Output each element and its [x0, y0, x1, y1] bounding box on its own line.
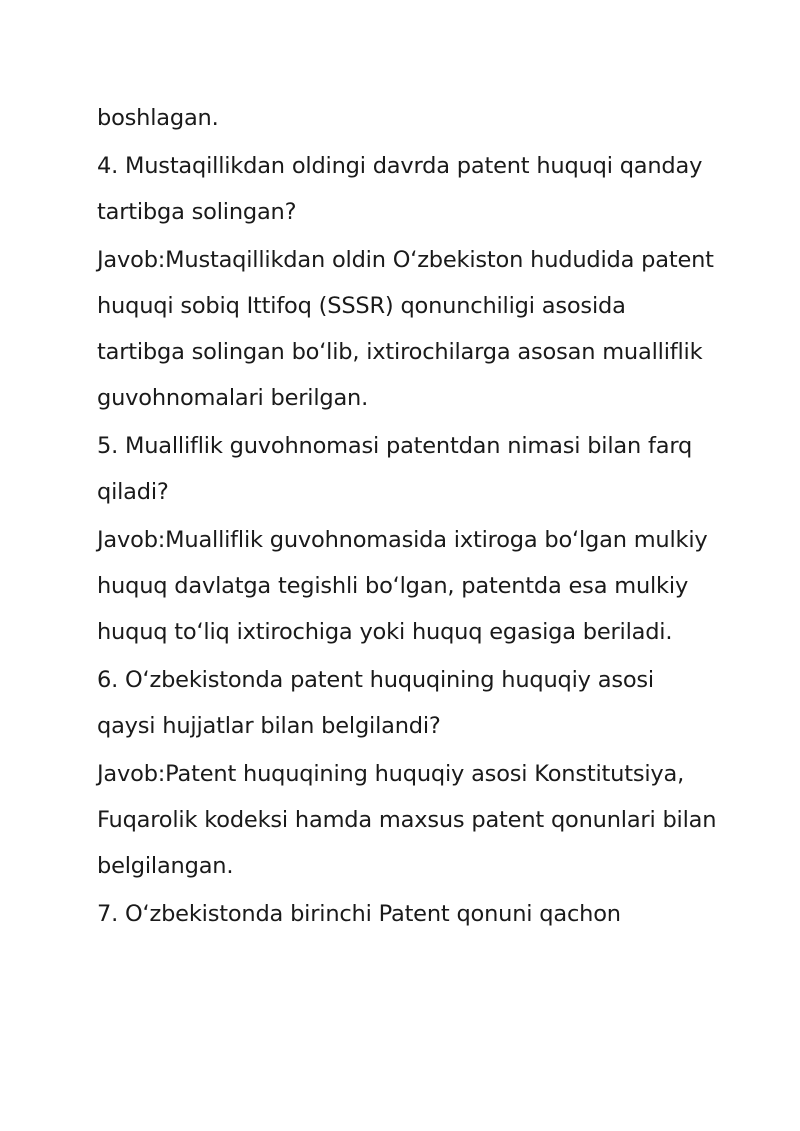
document-page: [97, 95, 717, 939]
question-7: 7. O‘zbekistonda birinchi Patent qonuni qachon: [97, 901, 621, 927]
answer-5: Javob:Mualliflik guvohnomasida ixtiroga bo‘lgan mulkiy huquq davlatga tegishli bo‘lgan, patentda esa mulkiy huquq to‘liq ixtirochiga yoki huquq egasiga beriladi.: [97, 527, 708, 645]
question-5: 5. Mualliflik guvohnomasi patentdan nimasi bilan farq qiladi?: [97, 433, 693, 505]
answer-6: Javob:Patent huquqining huquqiy asosi Konstitutsiya, Fuqarolik kodeksi hamda maxsus patent qonunlari bilan belgilangan.: [97, 761, 717, 879]
question-6: 6. O‘zbekistonda patent huquqining huquqiy asosi qaysi hujjatlar bilan belgilandi?: [97, 667, 654, 739]
answer-4: Javob:Mustaqillikdan oldin O‘zbekiston hududida patent huquqi sobiq Ittifoq (SSSR) qonunchiligi asosida tartibga solingan bo‘lib, ixtirochilarga asosan mualliflik guvohnomalari berilgan.: [97, 247, 714, 411]
question-4: 4. Mustaqillikdan oldingi davrda patent huquqi qanday tartibga solingan?: [97, 153, 703, 225]
answer-3-tail: boshlagan.: [97, 105, 219, 131]
